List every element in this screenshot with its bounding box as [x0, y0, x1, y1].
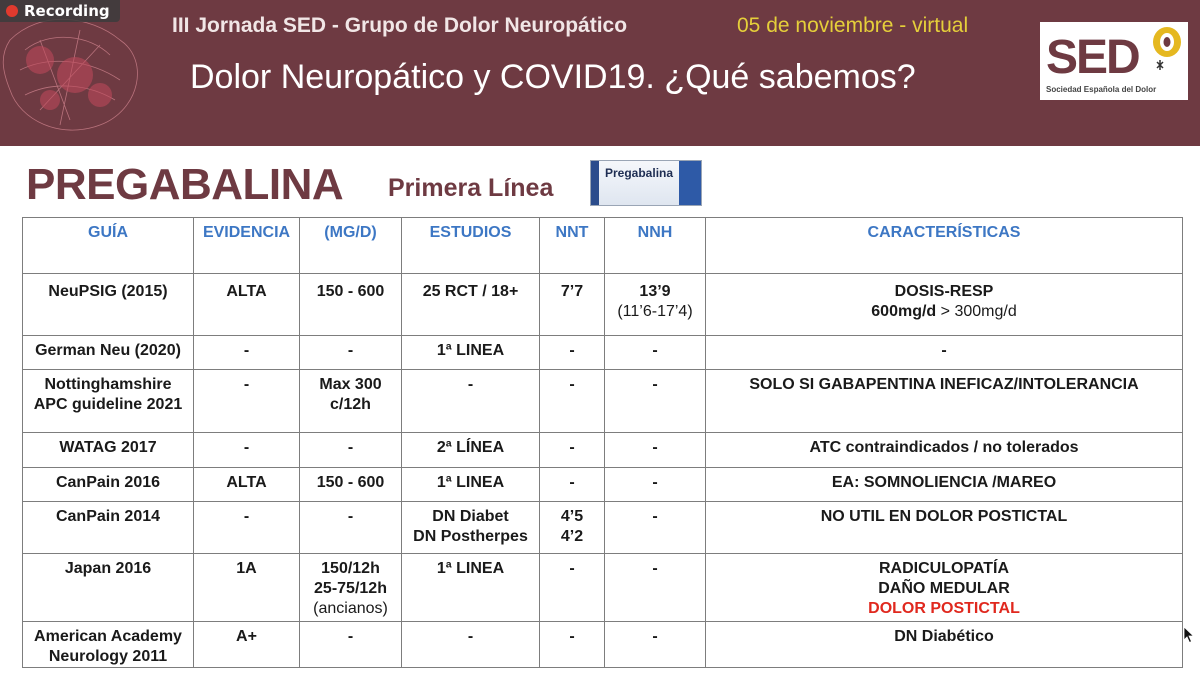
cell-nnt: -: [540, 336, 605, 370]
cell-evidencia: -: [194, 433, 300, 468]
sed-logo-text: SED: [1046, 31, 1139, 84]
cell-estudios: 1ª LINEA: [402, 336, 540, 370]
header-dosis: (MG/D): [300, 218, 402, 274]
cell-caracteristicas: DN Diabético: [706, 622, 1183, 668]
header-evidencia: EVIDENCIA: [194, 218, 300, 274]
cell-dosis: 150 - 600: [300, 274, 402, 336]
cell-nnh: -: [605, 622, 706, 668]
cell-nnt: 4’5 4’2: [540, 502, 605, 554]
table-row: [23, 370, 1183, 433]
cell-guia: American Academy Neurology 2011: [23, 622, 194, 668]
cell-estudios: -: [402, 622, 540, 668]
record-dot-icon: [6, 5, 18, 17]
event-title: III Jornada SED - Grupo de Dolor Neuropático: [172, 14, 628, 37]
table-row: [23, 622, 1183, 668]
sed-logo-mark-icon: [1147, 24, 1187, 74]
mouse-pointer-icon: [1183, 626, 1195, 644]
cell-nnh: -: [605, 468, 706, 502]
box-stripe: [591, 161, 599, 205]
cell-nnt: -: [540, 554, 605, 622]
cell-nnh: -: [605, 502, 706, 554]
table-row: [23, 336, 1183, 370]
cell-dosis: -: [300, 336, 402, 370]
cell-evidencia: -: [194, 502, 300, 554]
table-row: [23, 468, 1183, 502]
slide-header-band: [0, 0, 1200, 146]
table-row: [23, 554, 1183, 622]
slide-subtitle: Primera Línea: [388, 174, 554, 202]
cell-evidencia: ALTA: [194, 274, 300, 336]
cell-nnt: -: [540, 468, 605, 502]
cell-caracteristicas: SOLO SI GABAPENTINA INEFICAZ/INTOLERANCIA: [706, 370, 1183, 433]
cell-dosis: -: [300, 622, 402, 668]
cell-evidencia: -: [194, 336, 300, 370]
cell-evidencia: -: [194, 370, 300, 433]
recording-label: Recording: [24, 2, 110, 20]
cell-estudios: -: [402, 370, 540, 433]
cell-caracteristicas: NO UTIL EN DOLOR POSTICTAL: [706, 502, 1183, 554]
recording-indicator[interactable]: [0, 0, 120, 22]
guidelines-table: [22, 217, 1183, 668]
cell-guia: Nottinghamshire APC guideline 2021: [23, 370, 194, 433]
cell-nnt: -: [540, 622, 605, 668]
header-nnt: NNT: [540, 218, 605, 274]
header-nnh: NNH: [605, 218, 706, 274]
cell-nnh: 13’9 (11’6-17’4): [605, 274, 706, 336]
medication-box-label: Pregabalina: [605, 166, 674, 180]
cell-nnt: -: [540, 370, 605, 433]
cell-caracteristicas: EA: SOMNOLIENCIA /MAREO: [706, 468, 1183, 502]
cell-estudios: 25 RCT / 18+: [402, 274, 540, 336]
cell-nnh: -: [605, 554, 706, 622]
header-guia: GUÍA: [23, 218, 194, 274]
cell-nnh: -: [605, 433, 706, 468]
cell-estudios: 1ª LINEA: [402, 554, 540, 622]
cell-evidencia: ALTA: [194, 468, 300, 502]
cell-guia: Japan 2016: [23, 554, 194, 622]
header-caracteristicas: CARACTERÍSTICAS: [706, 218, 1183, 274]
cell-estudios: DN Diabet DN Postherpes: [402, 502, 540, 554]
cell-estudios: 2ª LÍNEA: [402, 433, 540, 468]
cell-caracteristicas: RADICULOPATÍA DAÑO MEDULAR DOLOR POSTICTAL: [706, 554, 1183, 622]
cell-dosis: -: [300, 433, 402, 468]
cell-evidencia: 1A: [194, 554, 300, 622]
table-header-row: [23, 218, 1183, 274]
cell-caracteristicas: DOSIS-RESP 600mg/d > 300mg/d: [706, 274, 1183, 336]
cell-caracteristicas: ATC contraindicados / no tolerados: [706, 433, 1183, 468]
cell-guia: CanPain 2014: [23, 502, 194, 554]
sed-logo-subtitle: Sociedad Española del Dolor: [1046, 85, 1157, 94]
cell-dosis: -: [300, 502, 402, 554]
header-estudios: ESTUDIOS: [402, 218, 540, 274]
cell-guia: WATAG 2017: [23, 433, 194, 468]
cell-estudios: 1ª LINEA: [402, 468, 540, 502]
cell-nnt: 7’7: [540, 274, 605, 336]
cell-dosis: Max 300 c/12h: [300, 370, 402, 433]
cell-dosis: 150 - 600: [300, 468, 402, 502]
event-date: 05 de noviembre - virtual: [737, 14, 969, 37]
cell-guia: German Neu (2020): [23, 336, 194, 370]
cell-nnh: -: [605, 336, 706, 370]
cell-guia: CanPain 2016: [23, 468, 194, 502]
table-row: [23, 502, 1183, 554]
cell-nnt: -: [540, 433, 605, 468]
table-row: [23, 433, 1183, 468]
table-row: [23, 274, 1183, 336]
slide-title: PREGABALINA: [26, 160, 344, 209]
cell-caracteristicas: -: [706, 336, 1183, 370]
cell-nnh: -: [605, 370, 706, 433]
medication-box-image: [590, 160, 702, 206]
cell-guia: NeuPSIG (2015): [23, 274, 194, 336]
cell-dosis: 150/12h 25-75/12h (ancianos): [300, 554, 402, 622]
box-side: [679, 161, 701, 205]
talk-title: Dolor Neuropático y COVID19. ¿Qué sabemos?: [190, 58, 916, 96]
cell-evidencia: A+: [194, 622, 300, 668]
